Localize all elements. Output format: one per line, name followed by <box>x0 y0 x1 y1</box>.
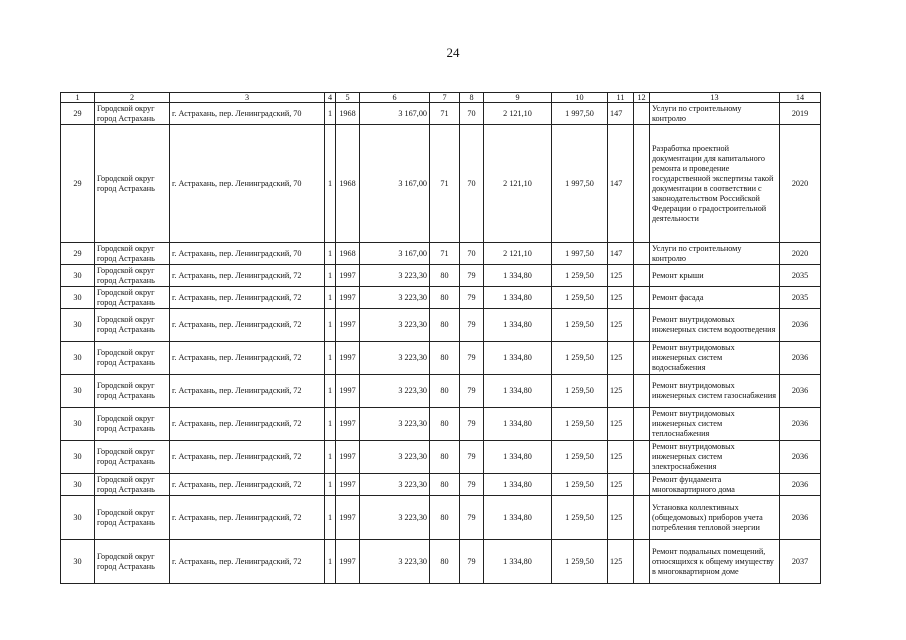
planned-year-cell: 2019 <box>780 103 821 125</box>
row-number-cell: 30 <box>61 408 95 441</box>
municipality-cell: Городской округ город Астрахань <box>95 540 170 584</box>
total-area-cell: 3 167,00 <box>360 125 430 243</box>
residents-cell: 125 <box>608 540 634 584</box>
planned-year-cell: 2035 <box>780 287 821 309</box>
build-year-cell: 1997 <box>336 540 360 584</box>
column-12-cell <box>634 342 650 375</box>
entrances-cell: 1 <box>325 125 336 243</box>
column-12-cell <box>634 287 650 309</box>
row-number-cell: 30 <box>61 375 95 408</box>
build-year-cell: 1997 <box>336 441 360 474</box>
work-type-cell: Ремонт внутридомовых инженерных систем газоснабжения <box>650 375 780 408</box>
build-year-cell: 1997 <box>336 342 360 375</box>
residents-cell: 125 <box>608 265 634 287</box>
residents-cell: 125 <box>608 342 634 375</box>
apartments-cell: 80 <box>430 540 460 584</box>
living-area-cell: 1 334,80 <box>484 496 552 540</box>
column-number-cell: 6 <box>360 93 430 103</box>
planned-year-cell: 2037 <box>780 540 821 584</box>
owned-area-cell: 1 259,50 <box>552 287 608 309</box>
residential-units-cell: 79 <box>460 441 484 474</box>
living-area-cell: 2 121,10 <box>484 103 552 125</box>
total-area-cell: 3 223,30 <box>360 309 430 342</box>
entrances-cell: 1 <box>325 474 336 496</box>
residential-units-cell: 79 <box>460 496 484 540</box>
municipality-cell: Городской округ город Астрахань <box>95 287 170 309</box>
total-area-cell: 3 223,30 <box>360 265 430 287</box>
apartments-cell: 80 <box>430 496 460 540</box>
address-cell: г. Астрахань, пер. Ленинградский, 70 <box>170 243 325 265</box>
address-cell: г. Астрахань, пер. Ленинградский, 72 <box>170 496 325 540</box>
owned-area-cell: 1 997,50 <box>552 125 608 243</box>
residents-cell: 147 <box>608 243 634 265</box>
column-number-cell: 2 <box>95 93 170 103</box>
entrances-cell: 1 <box>325 408 336 441</box>
municipality-cell: Городской округ город Астрахань <box>95 265 170 287</box>
column-12-cell <box>634 309 650 342</box>
column-number-row <box>61 93 821 103</box>
build-year-cell: 1997 <box>336 408 360 441</box>
column-number-cell: 11 <box>608 93 634 103</box>
address-cell: г. Астрахань, пер. Ленинградский, 72 <box>170 287 325 309</box>
total-area-cell: 3 223,30 <box>360 342 430 375</box>
work-type-cell: Ремонт внутридомовых инженерных систем водоснабжения <box>650 342 780 375</box>
municipality-cell: Городской округ город Астрахань <box>95 309 170 342</box>
apartments-cell: 71 <box>430 243 460 265</box>
table-row <box>61 103 821 125</box>
planned-year-cell: 2036 <box>780 309 821 342</box>
column-number-cell: 14 <box>780 93 821 103</box>
municipality-cell: Городской округ город Астрахань <box>95 474 170 496</box>
column-12-cell <box>634 103 650 125</box>
residential-units-cell: 79 <box>460 408 484 441</box>
entrances-cell: 1 <box>325 375 336 408</box>
total-area-cell: 3 223,30 <box>360 287 430 309</box>
work-type-cell: Услуги по строительному контролю <box>650 243 780 265</box>
work-type-cell: Ремонт фасада <box>650 287 780 309</box>
apartments-cell: 71 <box>430 125 460 243</box>
build-year-cell: 1997 <box>336 496 360 540</box>
table-row <box>61 540 821 584</box>
living-area-cell: 1 334,80 <box>484 441 552 474</box>
owned-area-cell: 1 259,50 <box>552 309 608 342</box>
residents-cell: 125 <box>608 474 634 496</box>
municipality-cell: Городской округ город Астрахань <box>95 375 170 408</box>
municipality-cell: Городской округ город Астрахань <box>95 496 170 540</box>
entrances-cell: 1 <box>325 441 336 474</box>
column-12-cell <box>634 540 650 584</box>
column-number-cell: 12 <box>634 93 650 103</box>
work-type-cell: Ремонт внутридомовых инженерных систем электроснабжения <box>650 441 780 474</box>
municipality-cell: Городской округ город Астрахань <box>95 103 170 125</box>
row-number-cell: 30 <box>61 441 95 474</box>
row-number-cell: 30 <box>61 309 95 342</box>
municipality-cell: Городской округ город Астрахань <box>95 441 170 474</box>
column-12-cell <box>634 441 650 474</box>
table-row <box>61 375 821 408</box>
residential-units-cell: 79 <box>460 287 484 309</box>
build-year-cell: 1997 <box>336 474 360 496</box>
build-year-cell: 1997 <box>336 287 360 309</box>
address-cell: г. Астрахань, пер. Ленинградский, 72 <box>170 441 325 474</box>
municipality-cell: Городской округ город Астрахань <box>95 408 170 441</box>
build-year-cell: 1968 <box>336 103 360 125</box>
column-12-cell <box>634 243 650 265</box>
municipality-cell: Городской округ город Астрахань <box>95 125 170 243</box>
residents-cell: 125 <box>608 375 634 408</box>
work-type-cell: Ремонт внутридомовых инженерных систем теплоснабжения <box>650 408 780 441</box>
owned-area-cell: 1 259,50 <box>552 496 608 540</box>
column-number-cell: 7 <box>430 93 460 103</box>
residential-units-cell: 79 <box>460 342 484 375</box>
table-row <box>61 441 821 474</box>
column-number-cell: 3 <box>170 93 325 103</box>
apartments-cell: 80 <box>430 375 460 408</box>
address-cell: г. Астрахань, пер. Ленинградский, 72 <box>170 342 325 375</box>
row-number-cell: 29 <box>61 103 95 125</box>
column-number-cell: 8 <box>460 93 484 103</box>
residential-units-cell: 70 <box>460 125 484 243</box>
total-area-cell: 3 223,30 <box>360 441 430 474</box>
table-row <box>61 287 821 309</box>
apartments-cell: 80 <box>430 342 460 375</box>
residential-units-cell: 79 <box>460 540 484 584</box>
planned-year-cell: 2035 <box>780 265 821 287</box>
table-row <box>61 265 821 287</box>
total-area-cell: 3 167,00 <box>360 103 430 125</box>
living-area-cell: 2 121,10 <box>484 243 552 265</box>
total-area-cell: 3 223,30 <box>360 408 430 441</box>
living-area-cell: 1 334,80 <box>484 265 552 287</box>
row-number-cell: 29 <box>61 125 95 243</box>
residents-cell: 125 <box>608 441 634 474</box>
work-type-cell: Услуги по строительному контролю <box>650 103 780 125</box>
residents-cell: 147 <box>608 103 634 125</box>
owned-area-cell: 1 997,50 <box>552 243 608 265</box>
table-row <box>61 125 821 243</box>
owned-area-cell: 1 259,50 <box>552 375 608 408</box>
planned-year-cell: 2036 <box>780 496 821 540</box>
address-cell: г. Астрахань, пер. Ленинградский, 72 <box>170 309 325 342</box>
address-cell: г. Астрахань, пер. Ленинградский, 72 <box>170 265 325 287</box>
row-number-cell: 30 <box>61 540 95 584</box>
build-year-cell: 1997 <box>336 375 360 408</box>
residents-cell: 125 <box>608 496 634 540</box>
total-area-cell: 3 167,00 <box>360 243 430 265</box>
living-area-cell: 2 121,10 <box>484 125 552 243</box>
entrances-cell: 1 <box>325 342 336 375</box>
living-area-cell: 1 334,80 <box>484 408 552 441</box>
column-number-cell: 10 <box>552 93 608 103</box>
column-number-cell: 4 <box>325 93 336 103</box>
owned-area-cell: 1 259,50 <box>552 441 608 474</box>
build-year-cell: 1968 <box>336 125 360 243</box>
residents-cell: 125 <box>608 408 634 441</box>
table-body <box>61 93 821 584</box>
address-cell: г. Астрахань, пер. Ленинградский, 70 <box>170 125 325 243</box>
apartments-cell: 71 <box>430 103 460 125</box>
total-area-cell: 3 223,30 <box>360 375 430 408</box>
address-cell: г. Астрахань, пер. Ленинградский, 72 <box>170 408 325 441</box>
entrances-cell: 1 <box>325 540 336 584</box>
residential-units-cell: 79 <box>460 375 484 408</box>
entrances-cell: 1 <box>325 103 336 125</box>
apartments-cell: 80 <box>430 309 460 342</box>
work-type-cell: Установка коллективных (общедомовых) приборов учета потребления тепловой энергии <box>650 496 780 540</box>
residents-cell: 147 <box>608 125 634 243</box>
column-12-cell <box>634 408 650 441</box>
work-type-cell: Разработка проектной документации для капитального ремонта и проведение государственной экспертизы такой документации в соответствии с законодательством Российской Федерации о градостроительной деятельности <box>650 125 780 243</box>
repair-schedule-table <box>60 92 821 584</box>
build-year-cell: 1997 <box>336 265 360 287</box>
total-area-cell: 3 223,30 <box>360 474 430 496</box>
column-number-cell: 9 <box>484 93 552 103</box>
apartments-cell: 80 <box>430 408 460 441</box>
table-row <box>61 496 821 540</box>
living-area-cell: 1 334,80 <box>484 287 552 309</box>
column-number-cell: 1 <box>61 93 95 103</box>
municipality-cell: Городской округ город Астрахань <box>95 243 170 265</box>
entrances-cell: 1 <box>325 287 336 309</box>
address-cell: г. Астрахань, пер. Ленинградский, 70 <box>170 103 325 125</box>
column-number-cell: 5 <box>336 93 360 103</box>
owned-area-cell: 1 259,50 <box>552 265 608 287</box>
owned-area-cell: 1 259,50 <box>552 408 608 441</box>
address-cell: г. Астрахань, пер. Ленинградский, 72 <box>170 375 325 408</box>
apartments-cell: 80 <box>430 441 460 474</box>
residential-units-cell: 79 <box>460 309 484 342</box>
row-number-cell: 30 <box>61 496 95 540</box>
entrances-cell: 1 <box>325 309 336 342</box>
row-number-cell: 30 <box>61 287 95 309</box>
table-row <box>61 342 821 375</box>
build-year-cell: 1968 <box>336 243 360 265</box>
residential-units-cell: 79 <box>460 474 484 496</box>
planned-year-cell: 2036 <box>780 375 821 408</box>
living-area-cell: 1 334,80 <box>484 342 552 375</box>
entrances-cell: 1 <box>325 265 336 287</box>
living-area-cell: 1 334,80 <box>484 474 552 496</box>
living-area-cell: 1 334,80 <box>484 540 552 584</box>
table-row <box>61 309 821 342</box>
planned-year-cell: 2036 <box>780 441 821 474</box>
living-area-cell: 1 334,80 <box>484 375 552 408</box>
table-row <box>61 408 821 441</box>
column-12-cell <box>634 474 650 496</box>
apartments-cell: 80 <box>430 287 460 309</box>
residential-units-cell: 70 <box>460 243 484 265</box>
municipality-cell: Городской округ город Астрахань <box>95 342 170 375</box>
residential-units-cell: 70 <box>460 103 484 125</box>
planned-year-cell: 2036 <box>780 474 821 496</box>
residential-units-cell: 79 <box>460 265 484 287</box>
total-area-cell: 3 223,30 <box>360 540 430 584</box>
owned-area-cell: 1 259,50 <box>552 342 608 375</box>
apartments-cell: 80 <box>430 474 460 496</box>
owned-area-cell: 1 997,50 <box>552 103 608 125</box>
apartments-cell: 80 <box>430 265 460 287</box>
row-number-cell: 30 <box>61 265 95 287</box>
owned-area-cell: 1 259,50 <box>552 540 608 584</box>
entrances-cell: 1 <box>325 243 336 265</box>
work-type-cell: Ремонт фундамента многоквартирного дома <box>650 474 780 496</box>
entrances-cell: 1 <box>325 496 336 540</box>
table-row <box>61 474 821 496</box>
owned-area-cell: 1 259,50 <box>552 474 608 496</box>
work-type-cell: Ремонт крыши <box>650 265 780 287</box>
table-row <box>61 243 821 265</box>
page-number: 24 <box>446 45 460 60</box>
column-12-cell <box>634 125 650 243</box>
planned-year-cell: 2020 <box>780 243 821 265</box>
living-area-cell: 1 334,80 <box>484 309 552 342</box>
planned-year-cell: 2036 <box>780 408 821 441</box>
address-cell: г. Астрахань, пер. Ленинградский, 72 <box>170 540 325 584</box>
residents-cell: 125 <box>608 309 634 342</box>
work-type-cell: Ремонт внутридомовых инженерных систем водоотведения <box>650 309 780 342</box>
build-year-cell: 1997 <box>336 309 360 342</box>
column-12-cell <box>634 496 650 540</box>
column-12-cell <box>634 375 650 408</box>
row-number-cell: 30 <box>61 342 95 375</box>
total-area-cell: 3 223,30 <box>360 496 430 540</box>
work-type-cell: Ремонт подвальных помещений, относящихся к общему имуществу в многоквартирном доме <box>650 540 780 584</box>
address-cell: г. Астрахань, пер. Ленинградский, 72 <box>170 474 325 496</box>
column-12-cell <box>634 265 650 287</box>
row-number-cell: 30 <box>61 474 95 496</box>
residents-cell: 125 <box>608 287 634 309</box>
column-number-cell: 13 <box>650 93 780 103</box>
planned-year-cell: 2036 <box>780 342 821 375</box>
planned-year-cell: 2020 <box>780 125 821 243</box>
row-number-cell: 29 <box>61 243 95 265</box>
